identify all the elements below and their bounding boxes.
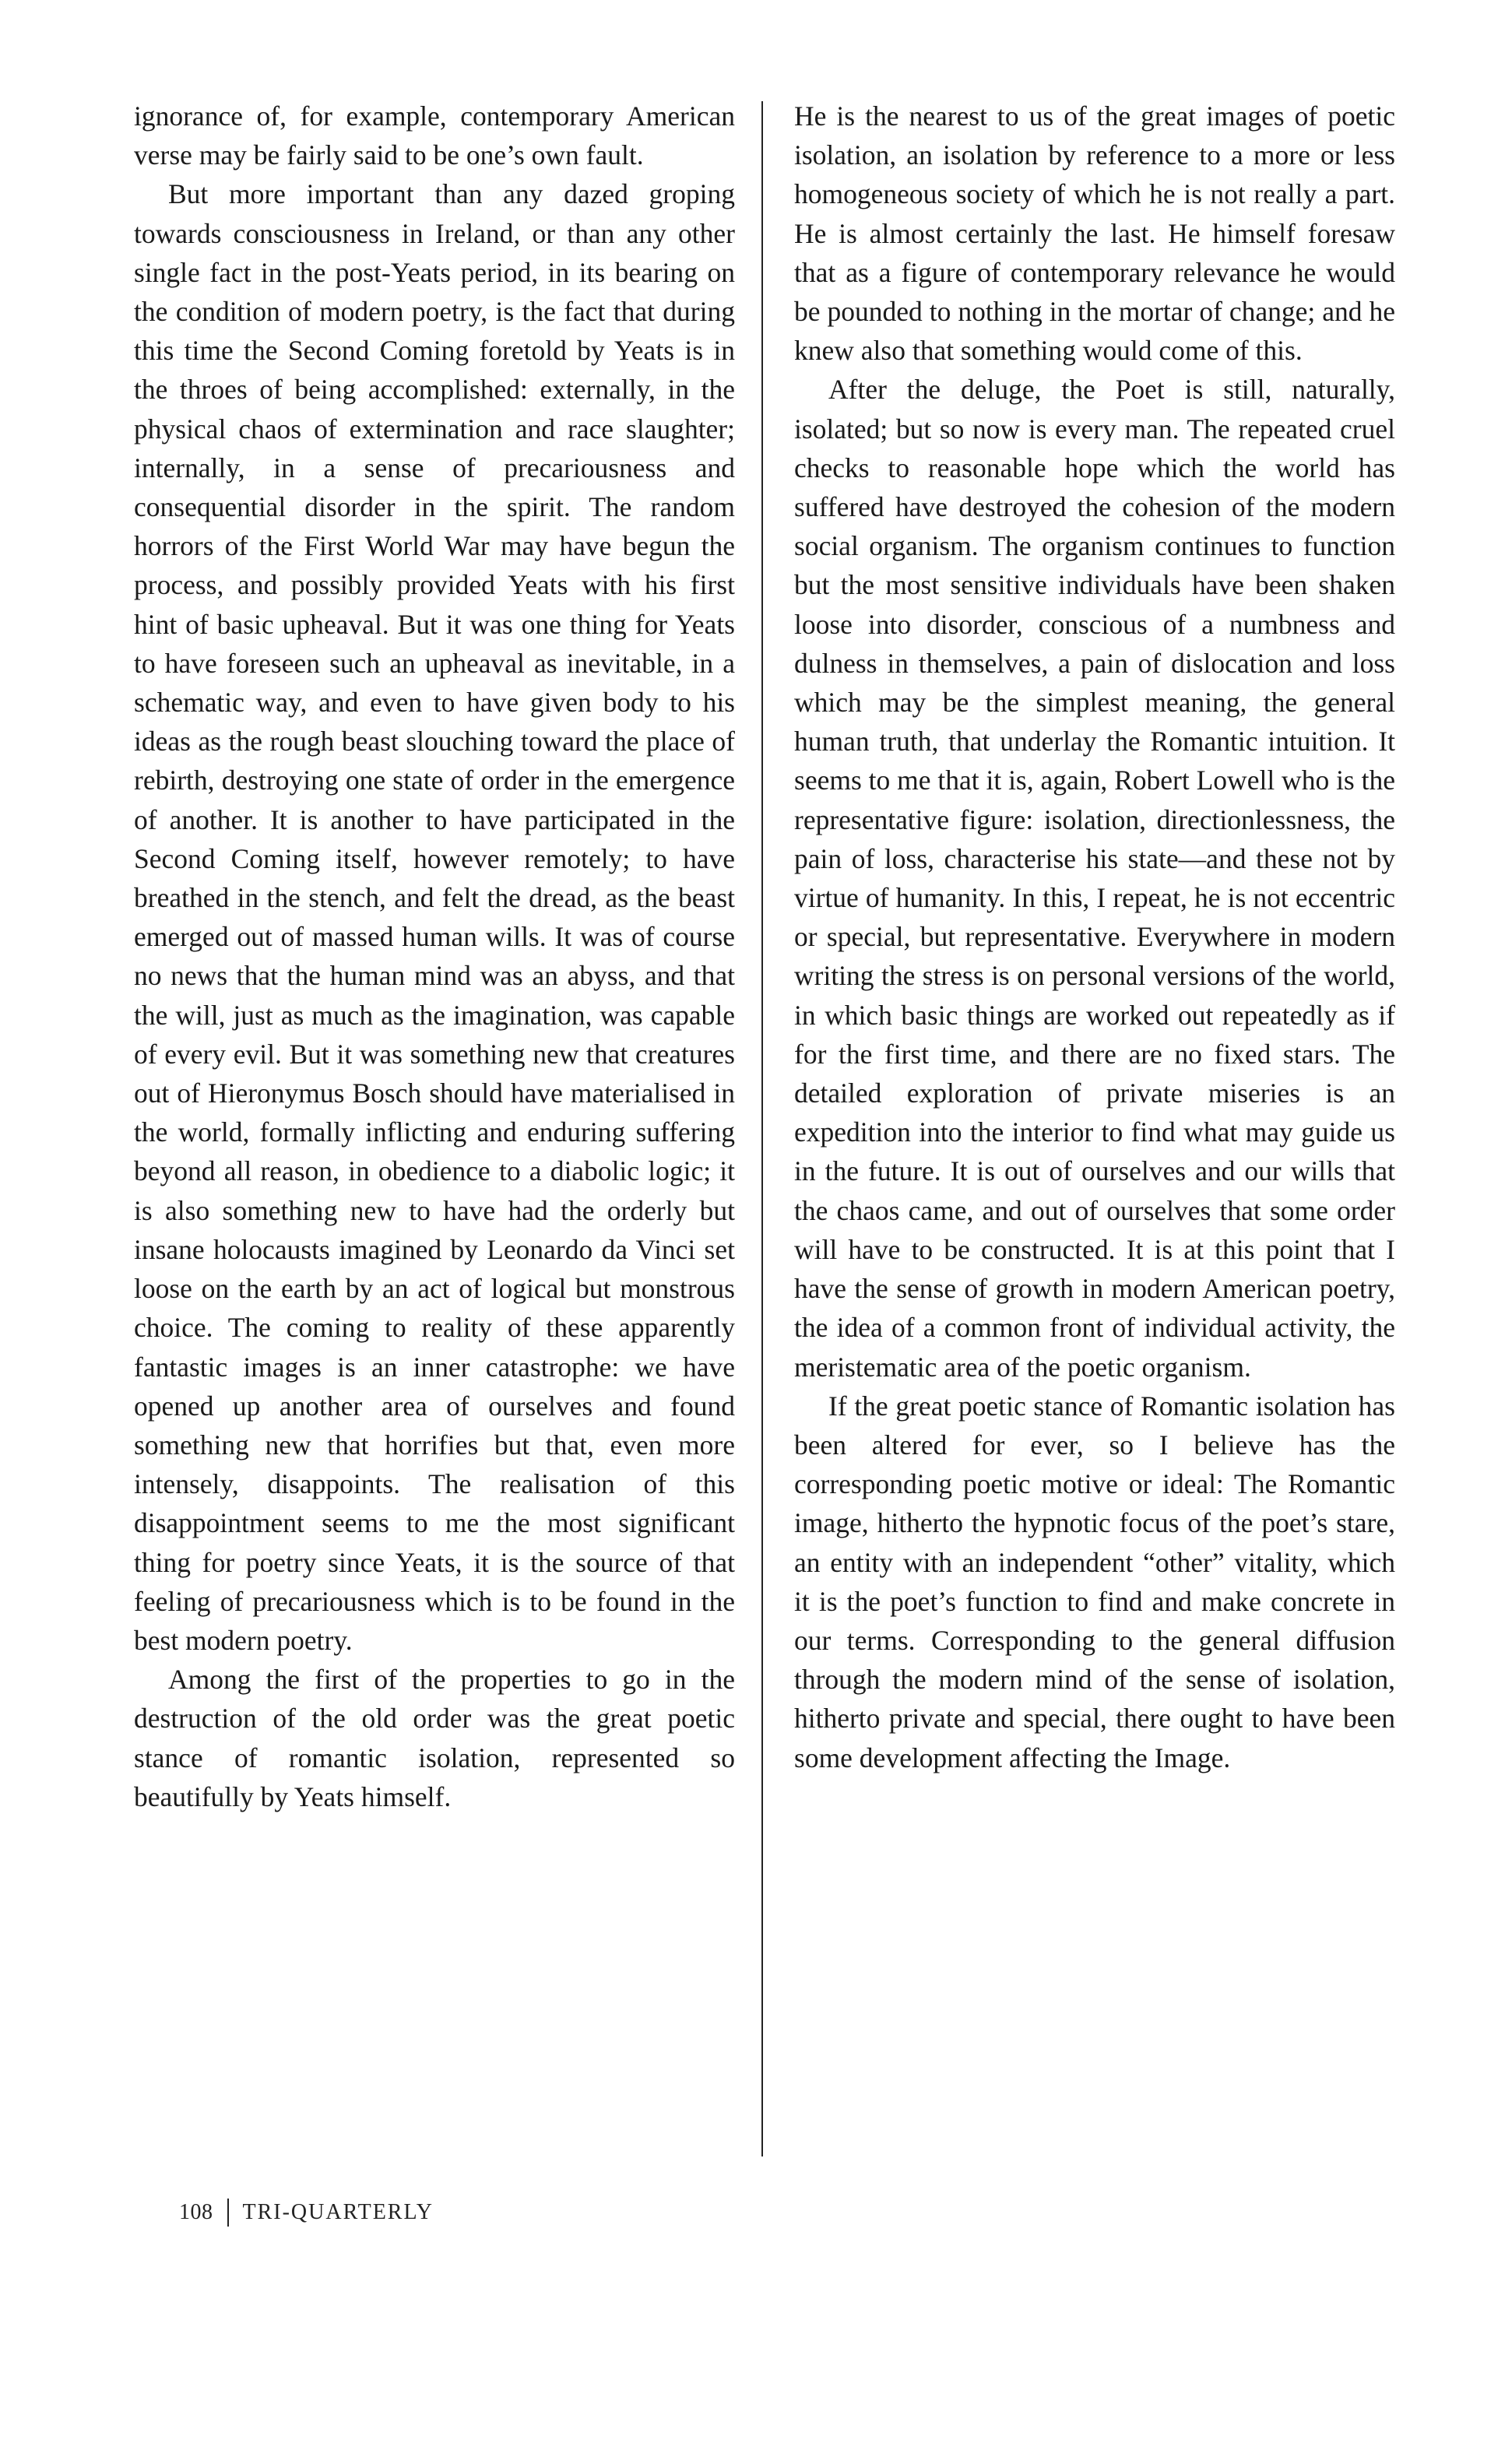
paragraph: ignorance of, for example, contemporary American verse may be fairly said to be one’s own fault. — [134, 100, 735, 171]
right-column — [794, 97, 1395, 1777]
paragraph: If the great poetic stance of Romantic isolation has been altered for ever, so I believe has the corresponding poetic motive or ideal: The Romantic image, hitherto the hypnotic focus of the poet’s stare, an entity with an independent “other” vitality, which it is the poet’s function to find and make concrete in our terms. Corresponding to the general diffusion through the modern mind of the sense of isolation, hitherto private and special, there ought to have been some development affecting the Image. — [794, 1390, 1395, 1773]
paragraph: Among the first of the properties to go in the destruction of the old order was the great poetic stance of romantic isolation, represented so beautifully by Yeats himself. — [134, 1664, 735, 1812]
page-number: 108 — [179, 2200, 213, 2224]
left-column — [134, 97, 735, 1816]
paragraph: After the deluge, the Poet is still, naturally, isolated; but so now is every man. The repeated cruel checks to reasonable hope which the world has suffered have destroyed the cohesion of the modern social organism. The organism continues to function but the most sensitive individuals have been shaken loose into disorder, conscious of a numbness and dulness in themselves, a pain of dislocation and loss which may be the simplest meaning, the general human truth, that underlay the Romantic intuition. It seems to me that it is, again, Robert Lowell who is the representative figure: isolation, directionlessness, the pain of loss, characterise his state—and these not by virtue of humanity. In this, I repeat, he is not eccentric or special, but representative. Everywhere in modern writing the stress is on personal versions of the world, in which basic things are worked out repeatedly as if for the first time, and there are no fixed stars. The detailed exploration of private miseries is an expedition into the interior to find what may guide us in the future. It is out of ourselves and our wills that the chaos came, and out of ourselves that some order will have to be constructed. It is at this point that I have the sense of growth in modern American poetry, the idea of a common front of individual activity, the meristematic area of the poetic organism. — [794, 374, 1395, 1383]
page-footer — [179, 2199, 434, 2227]
paragraph: But more important than any dazed groping towards consciousness in Ireland, or than any other single fact in the post-Yeats period, in its bearing on the condition of modern poetry, is the fact that during this time the Second Coming foretold by Yeats is in the throes of being accomplished: externally, in the physical chaos of extermination and race slaughter; internally, in a sense of precariousness and consequential disorder in the spirit. The random horrors of the First World War may have begun the process, and possibly provided Yeats with his first hint of basic upheaval. But it was one thing for Yeats to have foreseen such an upheaval as inevitable, in a schematic way, and even to have given body to his ideas as the rough beast slouching toward the place of rebirth, destroying one state of order in the emergence of another. It is another to have participated in the Second Coming itself, however remotely; to have breathed in the stench, and felt the dread, as the beast emerged out of massed human wills. It was of course no news that the human mind was an abyss, and that the will, just as much as the imagination, was capable of every evil. But it was something new that creatures out of Hieronymus Bosch should have materialised in the world, formally inflicting and enduring suffering beyond all reason, in obedience to a diabolic logic; it is also something new to have had the orderly but insane holocausts imagined by Leonardo da Vinci set loose on the earth by an act of logical but monstrous choice. The coming to reality of these apparently fantastic images is an inner catastrophe: we have opened up another area of ourselves and found something new that horrifies but that, even more intensely, disappoints. The realisation of this disappointment seems to me the most significant thing for poetry since Yeats, it is the source of that feeling of precariousness which is to be found in the best modern poetry. — [134, 178, 735, 1656]
paragraph: He is the nearest to us of the great images of poetic isolation, an isolation by reference to a more or less homogeneous society of which he is not really a part. He is almost certainly the last. He himself foresaw that as a figure of contemporary relevance he would be pounded to nothing in the mortar of change; and he knew also that something would come of this. — [794, 100, 1395, 367]
footer-divider — [227, 2199, 229, 2227]
journal-title: TRI-QUARTERLY — [242, 2200, 434, 2224]
column-divider — [761, 101, 763, 2156]
